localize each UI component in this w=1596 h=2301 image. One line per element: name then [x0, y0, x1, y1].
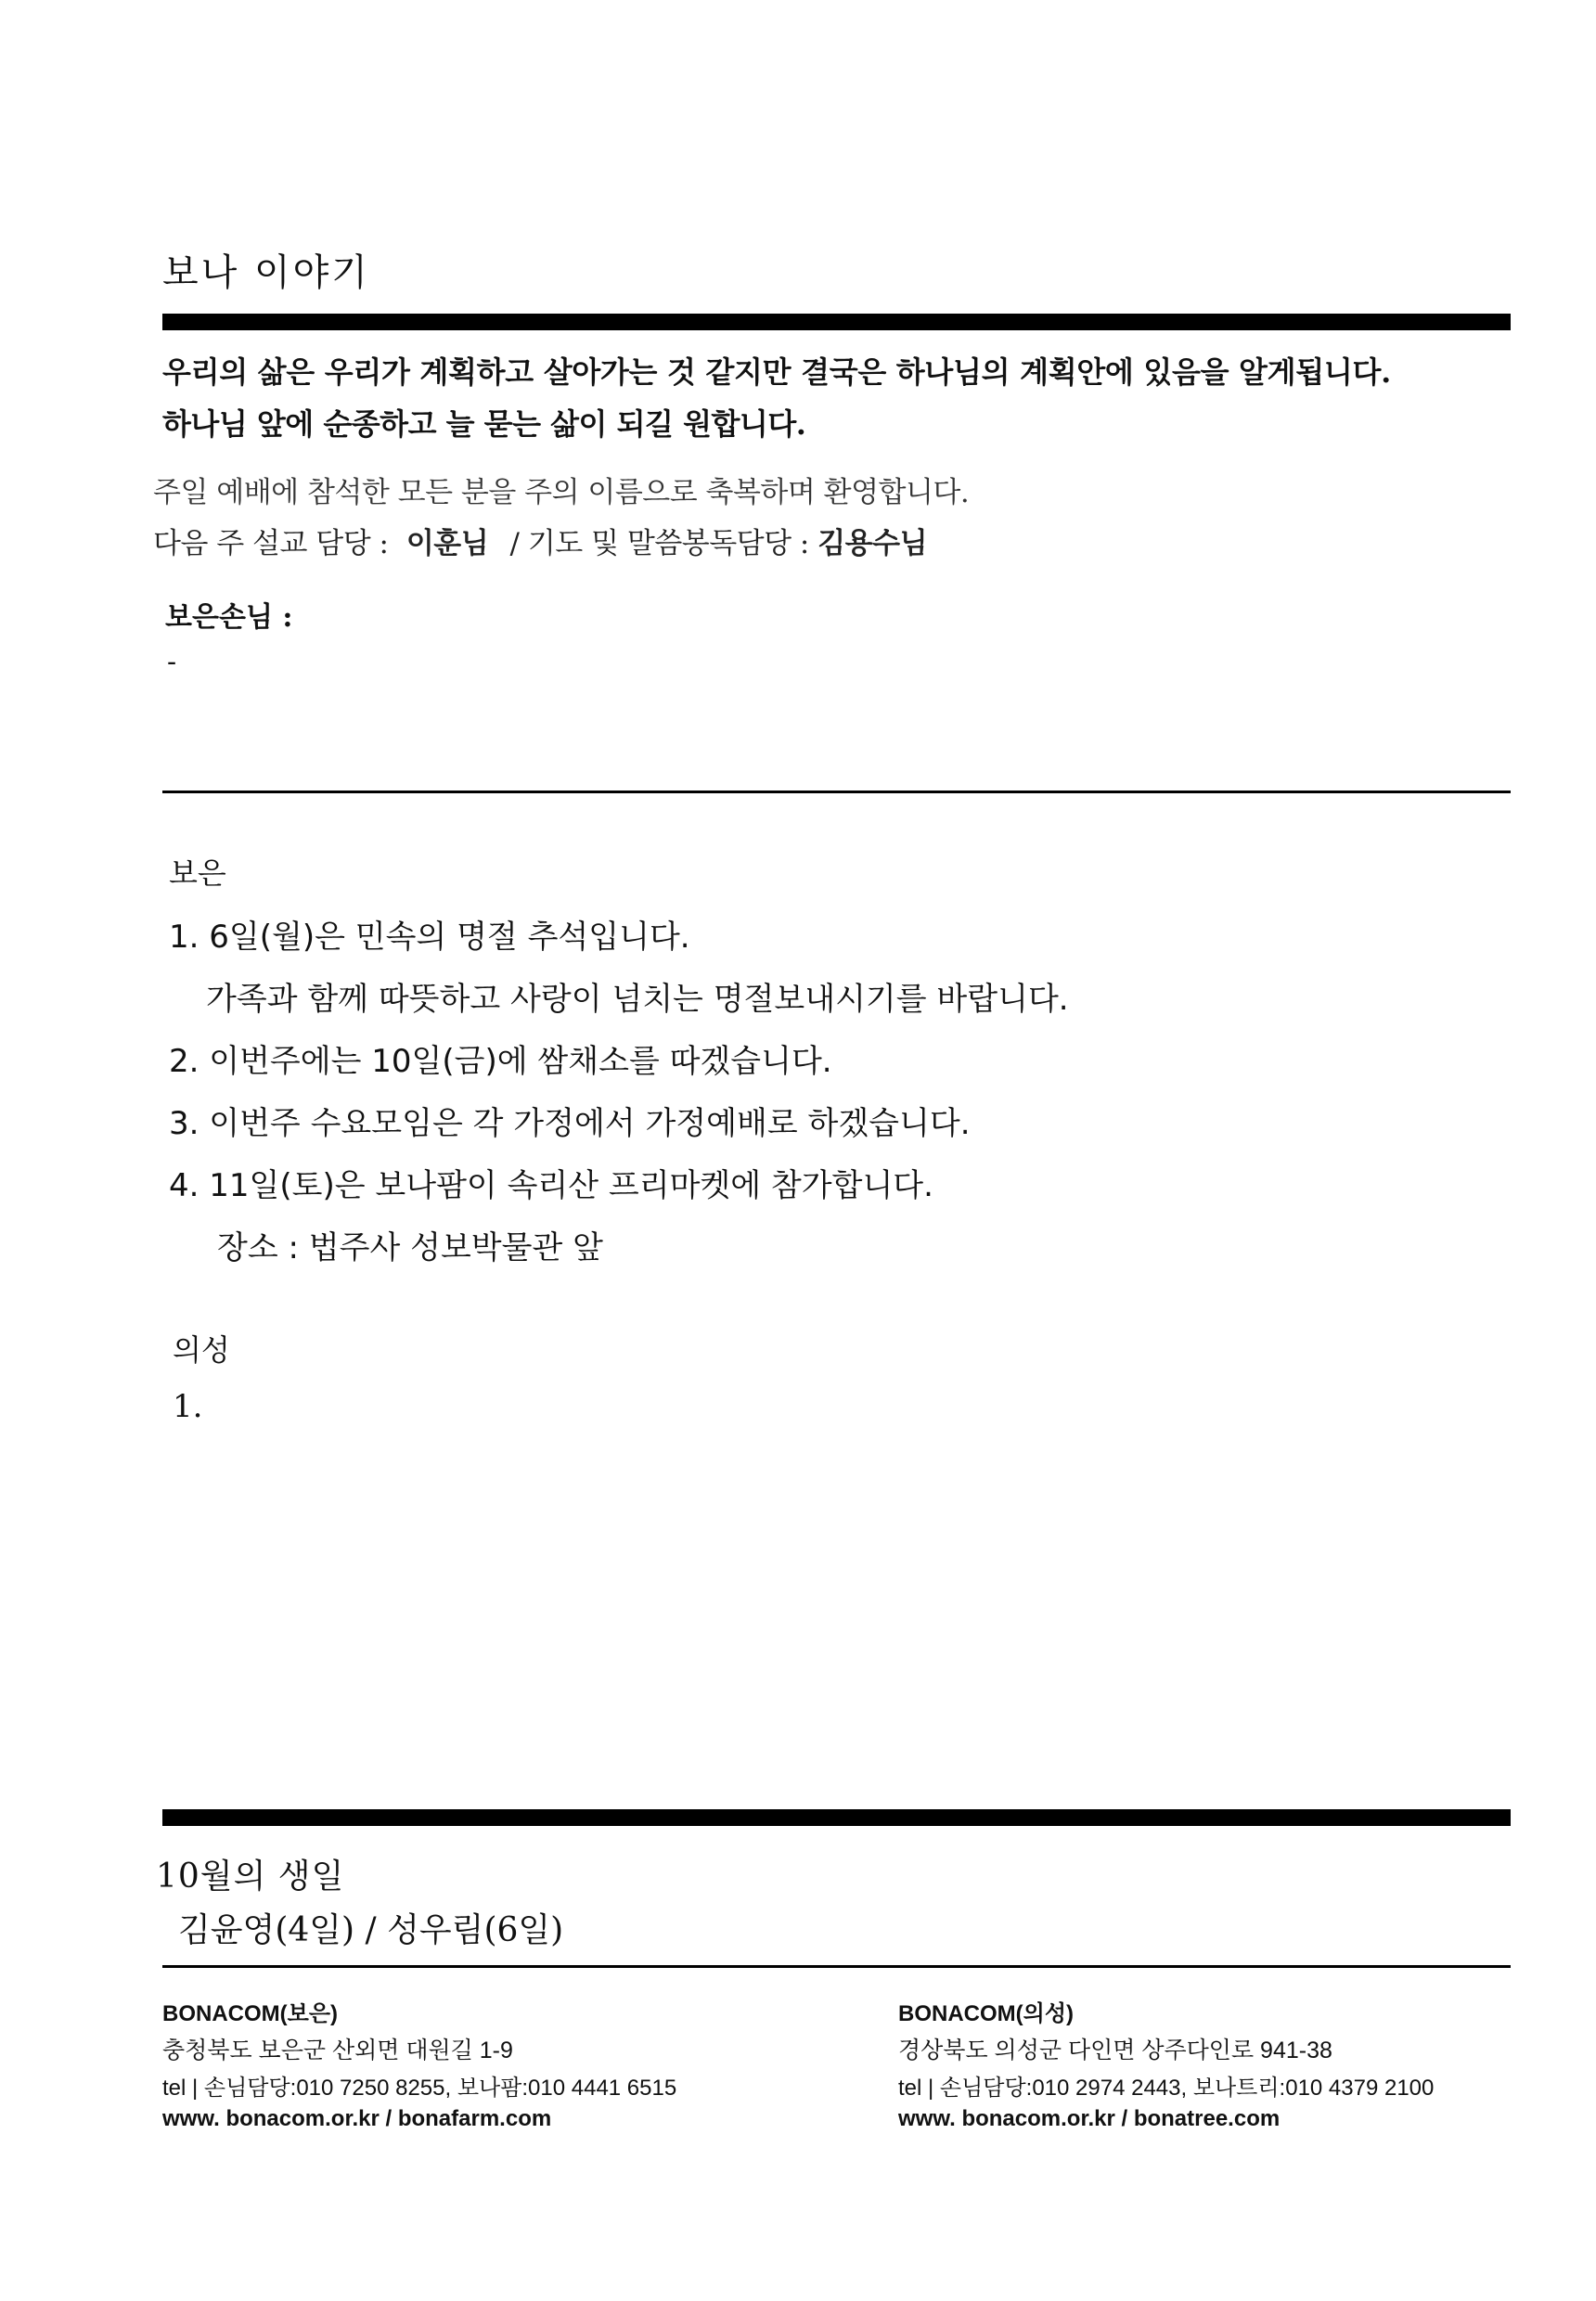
footer-left-web[interactable]: www. bonacom.or.kr / bonafarm.com — [162, 2106, 552, 2131]
birthday-names: 김윤영(4일) / 성우림(6일) — [178, 1911, 564, 1949]
next-week-middle: / 기도 및 말씀봉독담당 : — [509, 527, 809, 560]
page-title: 보나 이야기 — [162, 251, 370, 294]
intro-line-2: 하나님 앞에 순종하고 늘 묻는 삶이 되길 원합니다. — [162, 406, 806, 442]
birthday-rule — [162, 1809, 1511, 1826]
boeun-item-1-sub: 가족과 함께 따뜻하고 사랑이 넘치는 명절보내시기를 바랍니다. — [206, 981, 1069, 1018]
boeun-item-3: 3. 이번주 수요모임은 각 가정에서 가정예배로 하겠습니다. — [169, 1105, 971, 1142]
footer-left-tel: tel | 손님담당:010 7250 8255, 보나팜:010 4441 6515 — [162, 2076, 677, 2101]
intro-line-1: 우리의 삶은 우리가 계획하고 살아가는 것 같지만 결국은 하나님의 계획안에 있음을 알게됩니다. — [162, 354, 1391, 390]
guests-label: 보은손님 : — [165, 601, 293, 634]
boeun-heading: 보은 — [169, 855, 226, 891]
birthday-heading: 10월의 생일 — [156, 1858, 345, 1896]
next-week-line — [153, 520, 927, 561]
boeun-item-4-sub: 장소 : 법주사 성보박물관 앞 — [217, 1229, 603, 1266]
footer-right-web[interactable]: www. bonacom.or.kr / bonatree.com — [898, 2106, 1281, 2131]
footer-divider — [162, 1965, 1511, 1968]
footer-right-name: BONACOM(의성) — [898, 2001, 1075, 2026]
next-week-prefix: 다음 주 설교 담당 : — [153, 527, 389, 560]
footer-left-address: 충청북도 보은군 산외면 대원길 1-9 — [162, 2037, 513, 2063]
uiseong-heading: 의성 — [173, 1332, 230, 1368]
section-divider — [162, 791, 1511, 793]
footer-left-name: BONACOM(보은) — [162, 2001, 339, 2026]
boeun-item-2: 2. 이번주에는 10일(금)에 쌈채소를 따겠습니다. — [169, 1043, 832, 1080]
boeun-item-1: 1. 6일(월)은 민속의 명절 추석입니다. — [169, 919, 690, 956]
header-rule — [162, 314, 1511, 330]
uiseong-item-1: 1. — [173, 1388, 203, 1425]
footer-right-address: 경상북도 의성군 다인면 상주다인로 941-38 — [898, 2037, 1332, 2063]
boeun-item-4: 4. 11일(토)은 보나팜이 속리산 프리마켓에 참가합니다. — [169, 1167, 933, 1204]
footer-right-tel: tel | 손님담당:010 2974 2443, 보나트리:010 4379 2100 — [898, 2076, 1435, 2101]
guests-value: - — [167, 646, 177, 678]
next-week-preacher: 이훈님 — [405, 527, 489, 560]
welcome-text: 주일 예배에 참석한 모든 분을 주의 이름으로 축복하며 환영합니다. — [153, 476, 970, 509]
next-week-reader: 김용수님 — [817, 527, 928, 560]
